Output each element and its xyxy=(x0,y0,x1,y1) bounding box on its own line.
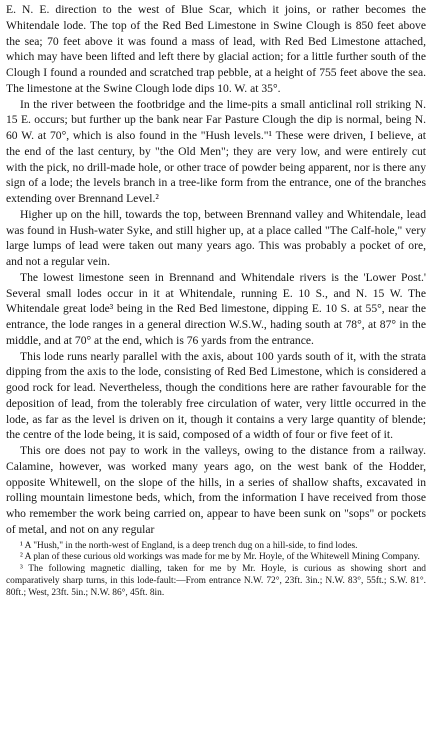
footnote: ¹ A "Hush," in the north-west of England, is a deep trench dug on a hill-side, to find lodes. xyxy=(20,540,358,551)
footnote: ³ The following magnetic dialling, taken for me by Mr. Hoyle, is curious as showing short and comparatively sharp turns, in this lode-fault:—From entrance N.W. 72°, 23ft. 3in.; N.W. 83°, 55ft.; S.W. 81°. 80ft.; West, 23ft. 5in.; N.W. 86°, 45ft. 8in. xyxy=(6,564,426,599)
paragraph: This ore does not pay to work in the valleys, owing to the distance from a railway. Calamine, however, was worked many years ago, on the west bank of the Hodder, opposite Whitewell, on the slope of the hills, in a series of shallow shafts, excavated in rolling mountain limestone beds, which, from the information I have received from those who remember the work being carried on, appear to have been sunk on "sops" or pockets of metal, and not on any regular xyxy=(6,444,426,536)
footnotes xyxy=(6,541,426,601)
paragraph: This lode runs nearly parallel with the axis, about 100 yards south of it, with the strata dipping from the axis to the lode, consisting of Red Bed Limestone, which is considered a good rock for lead. Nevertheless, though the conditions here are rather favourable for the deposition of lead, from the tolerably free circulation of water, very little occurred in the lode, as far as the level is driven on it, though it contains a very large quantity of blende; the centre of the lode being, it is said, composed of a width of four or five feet of it. xyxy=(6,349,426,442)
body-text xyxy=(6,2,426,538)
paragraph: The lowest limestone seen in Brennand and Whitendale rivers is the 'Lower Post.' Several small lodes occur in it at Whitendale, running E. 10 S., and N. 15 W. The Whitendale great lode³ being in the Red Bed limestone, dipping E. 10 S. at 55°, near the entrance, the lode ranges in a general direction W.S.W., hading south at 78°, at 87° in the middle, and at 70° at the end, which is 76 yards from the entrance. xyxy=(6,270,426,347)
paragraph: In the river between the footbridge and the lime-pits a small anticlinal roll striking N. 15 E. occurs; but further up the bank near Far Pasture Clough the dip is normal, being N. 60 W. at 70°, which is also found in the "Hush levels."¹ These were driven, I believe, at the end of the last century, by "the Old Men"; they are very low, and were entirely cut with the pick, no drill-made hole, or other trace of powder being apparent, nor is there any sign of a lode; the levels branch in a tree-like form from the entrance, one of the branches extending over Brennand Level.² xyxy=(6,97,426,205)
footnote: ² A plan of these curious old workings was made for me by Mr. Hoyle, of the Whitewell Mining Company. xyxy=(20,552,420,563)
paragraph: Higher up on the hill, towards the top, between Brennand valley and Whitendale, lead was found in Hush-water Syke, and still higher up, at a place called "The Calf-hole," very large lumps of lead were taken out many years ago. This was probably a pocket of ore, and not a regular vein. xyxy=(6,207,426,268)
paragraph: E. N. E. direction to the west of Blue Scar, which it joins, or rather becomes the Whitendale lode. The top of the Red Bed Limestone in Swine Clough is 850 feet above the sea; 70 feet above it was found a mass of lead, with Red Bed Limestone attached, which may have been lifted and left there by glacial action; for a little further south of the Clough I found a rounded and scratched trap pebble, at a height of 755 feet above the sea. The limestone at the Swine Clough lode dips 10. W. at 35°. xyxy=(6,3,426,95)
